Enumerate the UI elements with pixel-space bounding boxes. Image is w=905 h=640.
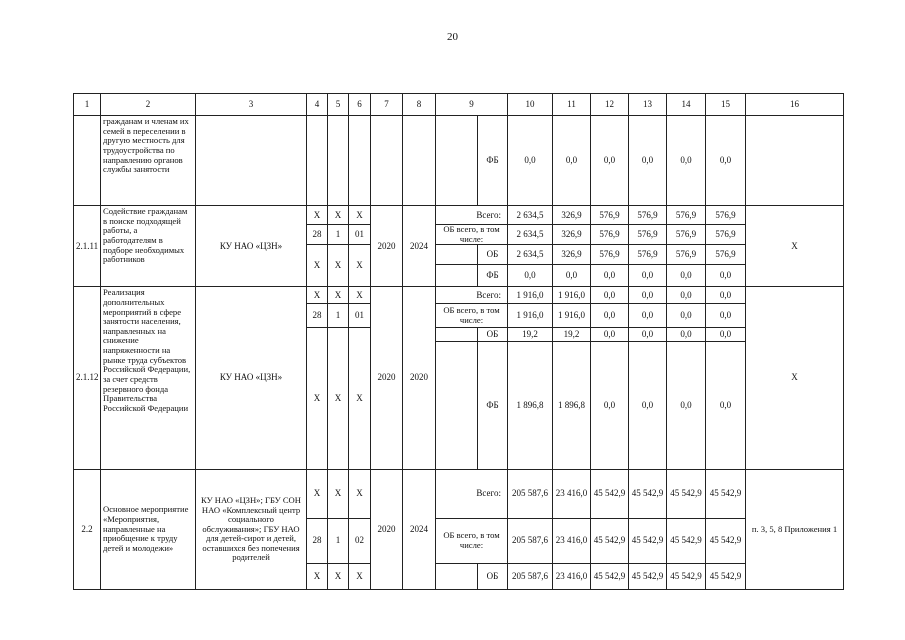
value-cell: 1 916,0 [553,287,591,304]
code-x: Х [307,328,328,469]
value-cell: 0,0 [706,287,746,304]
value-cell: 205 587,6 [508,563,553,589]
value-cell: 0,0 [591,116,629,206]
value-cell: 576,9 [706,225,746,245]
value-cell: 326,9 [553,245,591,265]
program-table [73,93,844,590]
value-cell: 326,9 [553,206,591,225]
code-x: Х [328,206,349,225]
table-cell [436,563,478,589]
value-cell: 576,9 [591,225,629,245]
table-row [74,287,844,304]
value-cell: 0,0 [706,328,746,342]
value-cell: 0,0 [667,342,706,469]
value-cell: 0,0 [667,265,706,287]
budget-code: 01 [349,225,371,245]
code-x: Х [349,287,371,304]
header-cell: 10 [508,94,553,116]
value-cell: 45 542,9 [629,518,667,563]
executor-cell: КУ НАО «ЦЗН»; ГБУ СОН НАО «Комплексный центр социального обслуживания»; ГБУ НАО для детей-сирот и детей, оставшихся без попечения родителей [196,469,307,589]
header-cell: 2 [101,94,196,116]
header-cell: 5 [328,94,349,116]
header-cell: 3 [196,94,307,116]
budget-code: 28 [307,225,328,245]
value-cell: 576,9 [591,206,629,225]
table-cell [436,245,478,265]
value-cell: 576,9 [629,225,667,245]
table-cell [307,116,328,206]
value-cell: 326,9 [553,225,591,245]
value-cell: 0,0 [591,287,629,304]
code-cell: 2.1.11 [74,206,101,287]
measure-name: Основное мероприятие «Мероприятия, направленные на приобщение к труду детей и молодежи» [101,469,196,589]
code-x: Х [328,287,349,304]
end-year: 2020 [403,287,436,469]
value-cell: 23 416,0 [553,518,591,563]
fin-source: ФБ [478,265,508,287]
note-cell: Х [746,287,844,469]
header-row [74,94,844,116]
header-cell: 14 [667,94,706,116]
value-cell: 45 542,9 [629,469,667,518]
value-cell: 576,9 [706,245,746,265]
code-x: Х [349,469,371,518]
value-cell: 576,9 [667,206,706,225]
value-cell: 205 587,6 [508,469,553,518]
value-cell: 2 634,5 [508,225,553,245]
value-cell: 1 896,8 [553,342,591,469]
header-cell: 13 [629,94,667,116]
table-cell [328,116,349,206]
value-cell: 0,0 [629,265,667,287]
value-cell: 23 416,0 [553,469,591,518]
table-cell [436,116,478,206]
value-cell: 45 542,9 [667,469,706,518]
header-cell: 4 [307,94,328,116]
fin-source: Всего: [436,206,508,225]
start-year: 2020 [371,206,403,287]
header-cell: 6 [349,94,371,116]
value-cell: 1 916,0 [508,304,553,328]
header-cell: 7 [371,94,403,116]
note-cell: Х [746,206,844,287]
header-cell: 15 [706,94,746,116]
value-cell: 0,0 [591,304,629,328]
value-cell: 0,0 [667,328,706,342]
value-cell: 0,0 [629,287,667,304]
header-cell: 1 [74,94,101,116]
code-x: Х [328,563,349,589]
code-x: Х [328,469,349,518]
budget-code: 1 [328,225,349,245]
executor-cell: КУ НАО «ЦЗН» [196,206,307,287]
table-cell [403,116,436,206]
value-cell: 45 542,9 [591,563,629,589]
value-cell: 45 542,9 [667,563,706,589]
budget-code: 02 [349,518,371,563]
value-cell: 0,0 [706,304,746,328]
value-cell: 1 916,0 [508,287,553,304]
code-x: Х [349,563,371,589]
value-cell: 0,0 [667,304,706,328]
value-cell: 45 542,9 [706,563,746,589]
header-cell: 16 [746,94,844,116]
value-cell: 0,0 [706,116,746,206]
value-cell: 0,0 [553,116,591,206]
fin-source: ОБ [478,563,508,589]
budget-code: 28 [307,304,328,328]
value-cell: 576,9 [667,225,706,245]
page-number: 20 [447,31,458,43]
value-cell: 0,0 [706,342,746,469]
value-cell: 23 416,0 [553,563,591,589]
table-cell [436,328,478,342]
fin-source: ОБ [478,328,508,342]
start-year: 2020 [371,469,403,589]
value-cell: 576,9 [591,245,629,265]
value-cell: 576,9 [629,245,667,265]
table-row [74,116,844,206]
table-cell [349,116,371,206]
code-x: Х [328,328,349,469]
code-x: Х [349,206,371,225]
value-cell: 19,2 [553,328,591,342]
executor-cell: КУ НАО «ЦЗН» [196,287,307,469]
code-cell: 2.1.12 [74,287,101,469]
measure-name: Реализация дополнительных мероприятий в сфере занятости населения, направленных на снижение напряженности на рынке труда субъектов Российской Федерации, за счет средств резервного фонда Правительства Российской Федерации [101,287,196,469]
table-row [74,206,844,225]
code-x: Х [349,328,371,469]
value-cell: 0,0 [591,328,629,342]
value-cell: 0,0 [667,287,706,304]
fin-source: ОБ всего, в том числе: [436,518,508,563]
measure-name: гражданам и членам их семей в переселении в другую местность для трудоустройства по направлению органов службы занятости [101,116,196,206]
fin-source: ФБ [478,342,508,469]
value-cell: 45 542,9 [706,469,746,518]
code-x: Х [328,245,349,287]
note-cell [746,116,844,206]
value-cell: 2 634,5 [508,206,553,225]
budget-code: 1 [328,304,349,328]
code-x: Х [307,206,328,225]
value-cell: 0,0 [667,116,706,206]
code-x: Х [307,469,328,518]
fin-source: ФБ [478,116,508,206]
value-cell: 0,0 [629,328,667,342]
code-x: Х [307,563,328,589]
value-cell: 0,0 [706,265,746,287]
value-cell: 2 634,5 [508,245,553,265]
measure-name: Содействие гражданам в поиске подходящей работы, а работодателям в подборе необходимых работников [101,206,196,287]
value-cell: 19,2 [508,328,553,342]
value-cell: 576,9 [667,245,706,265]
fin-source: ОБ [478,245,508,265]
code-cell [74,116,101,206]
value-cell: 45 542,9 [591,469,629,518]
budget-code: 1 [328,518,349,563]
value-cell: 0,0 [629,304,667,328]
value-cell: 0,0 [629,342,667,469]
value-cell: 0,0 [629,116,667,206]
value-cell: 1 916,0 [553,304,591,328]
header-cell: 9 [436,94,508,116]
value-cell: 0,0 [508,265,553,287]
note-cell: п. 3, 5, 8 Приложения 1 [746,469,844,589]
value-cell: 576,9 [629,206,667,225]
value-cell: 1 896,8 [508,342,553,469]
value-cell: 0,0 [591,342,629,469]
end-year: 2024 [403,469,436,589]
value-cell: 0,0 [591,265,629,287]
value-cell: 45 542,9 [591,518,629,563]
header-cell: 12 [591,94,629,116]
code-x: Х [307,245,328,287]
executor-cell [196,116,307,206]
value-cell: 205 587,6 [508,518,553,563]
fin-source: Всего: [436,287,508,304]
start-year: 2020 [371,287,403,469]
budget-code: 28 [307,518,328,563]
header-cell: 11 [553,94,591,116]
value-cell: 576,9 [706,206,746,225]
table-cell [436,342,478,469]
table-cell [371,116,403,206]
value-cell: 0,0 [508,116,553,206]
code-cell: 2.2 [74,469,101,589]
table-row [74,469,844,518]
value-cell: 0,0 [553,265,591,287]
budget-code: 01 [349,304,371,328]
end-year: 2024 [403,206,436,287]
value-cell: 45 542,9 [706,518,746,563]
code-x: Х [307,287,328,304]
value-cell: 45 542,9 [629,563,667,589]
fin-source: ОБ всего, в том числе: [436,304,508,328]
value-cell: 45 542,9 [667,518,706,563]
fin-source: ОБ всего, в том числе: [436,225,508,245]
fin-source: Всего: [436,469,508,518]
code-x: Х [349,245,371,287]
table-cell [436,265,478,287]
header-cell: 8 [403,94,436,116]
